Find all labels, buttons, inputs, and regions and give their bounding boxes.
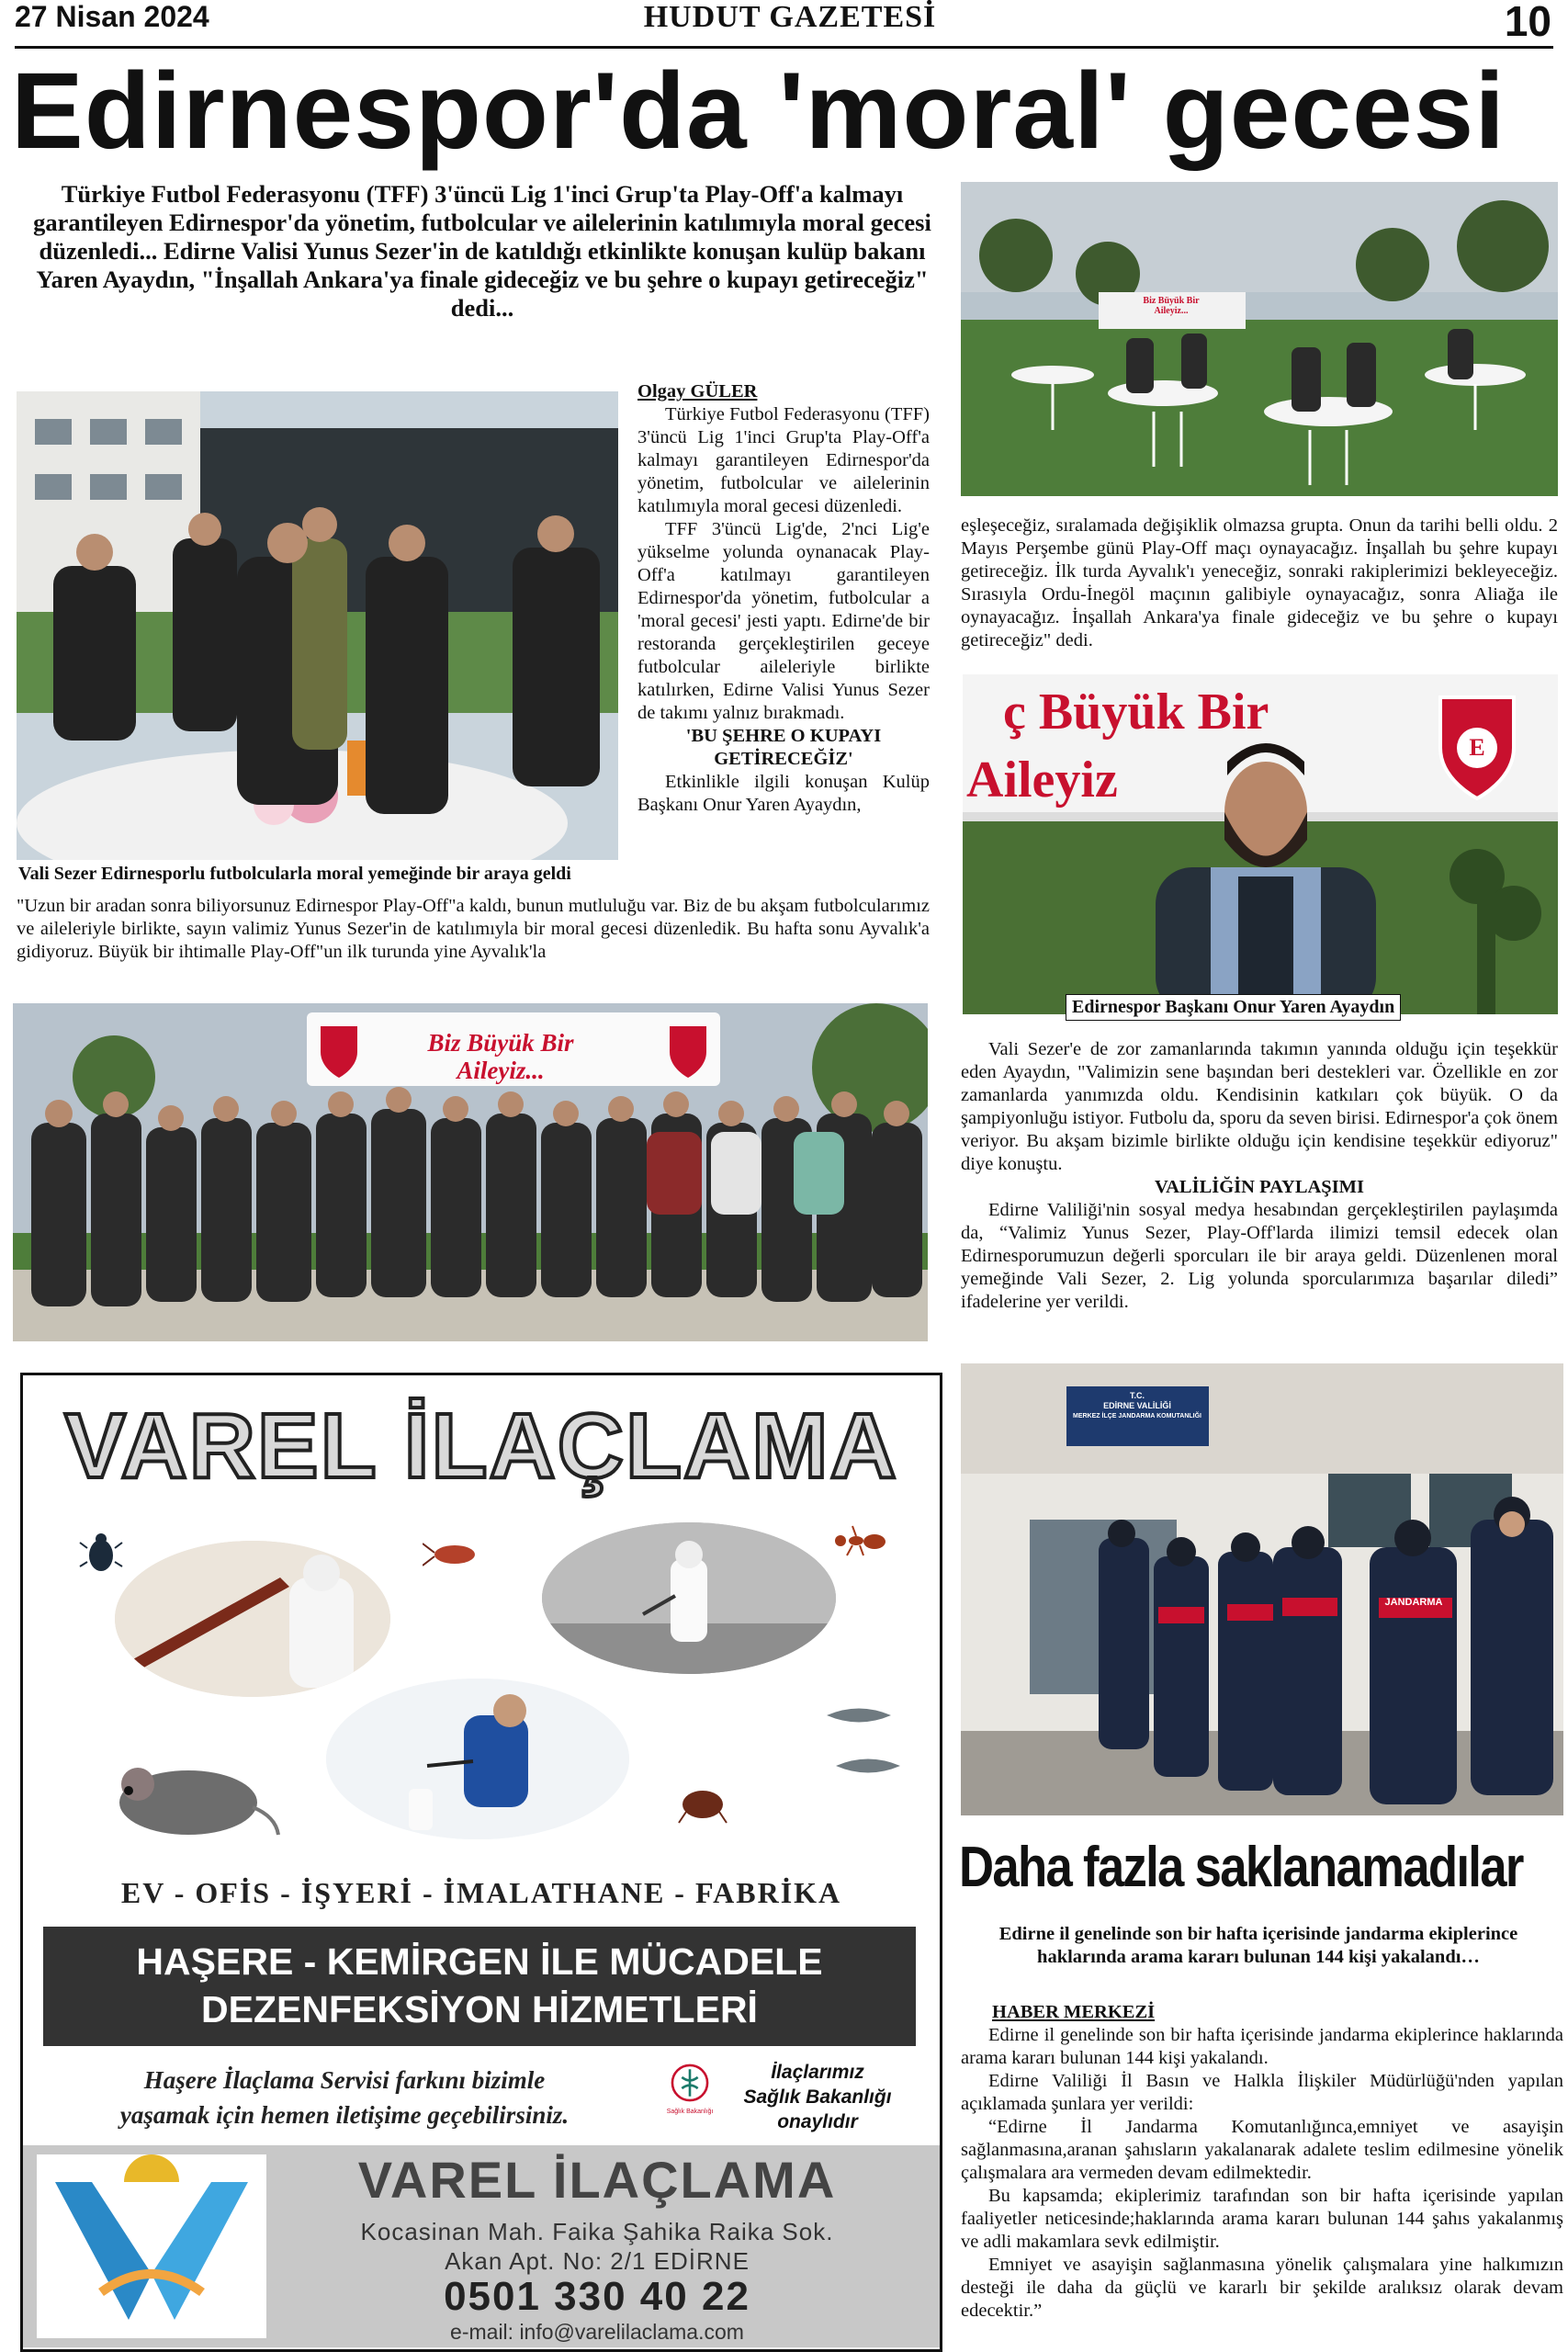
article1-headline: Edirnespor'da 'moral' gecesi — [11, 51, 1506, 172]
article2-p3: “Edirne İl Jandarma Komutanlığınca,emniyet ve asayişin sağlanmasına,aranan şahısların yakalanarak adalete teslim edilmesine yönelik çalışmalara ara vermeden devam edilmektedir. — [961, 2117, 1563, 2183]
silverfish-icon-2 — [831, 1752, 905, 1780]
ad-phone[interactable]: 0501 330 40 22 — [444, 2274, 750, 2319]
photo3-banner-text1: ç Büyük Bir — [1003, 684, 1269, 741]
ad-service-box — [43, 1927, 916, 2046]
photo2-banner — [1102, 296, 1240, 316]
article1-col-p2: TFF 3'üncü Lig'de, 2'nci Lig'e yükselme yolunda oynanacak Play-Off'a katılmayı garantileyen Edirnespor'da yönetim, futbolcular a 'moral gecesi' jesti yaptı. Edirne'de bir restoranda gerçekleştirilen geceye futbolcular aileleriyle birlikte katılırken, Edirne Valisi Yunus Sezer de takımı yalnız bırakmadı. — [637, 519, 930, 723]
article2-p1: Edirne il genelinde son bir hafta içerisinde jandarma ekiplerince haklarında arama kararı bulunan 144 kişi yakalandı. — [961, 2025, 1563, 2068]
ad-email[interactable]: e-mail: info@varelilaclama.com — [450, 2320, 744, 2344]
cockroach-icon — [423, 1536, 487, 1573]
article2-p5: Emniyet ve asayişin sağlanmasına yönelik çalışmalara yine halkımızın desteği ile daha da güçlü ve kararlı bir şekilde aralıksız olarak devam edecektir.” — [961, 2255, 1563, 2321]
article1-right-text1: eşleşeceğiz, sıralamada değişiklik olmazsa grupta. Onun da tarihi belli oldu. 2 Mayıs Perşembe günü Play-Off maçı oynayacağız. İnşallah bu şehre kupayı getireceğiz. İlk turda Ayvalık'ı yeneceğiz, sonraki rakiplerimizi bekleyeceğiz. Sırasıyla Ordu-İnegöl maçının galibiyle oynayacağız, sonra Aliağa ile oynayacağız. İnşallah Ankara'ya finale gideceğiz ve bu şehre o kupayı getireceğiz" dedi. — [961, 515, 1558, 650]
article1-middle-column — [637, 380, 930, 817]
article1-col-p1: Türkiye Futbol Federasyonu (TFF) 3'üncü Lig 1'inci Grup'ta Play-Off'a kalmayı garantileyen Edirnespor'da yönetim, futbolcular ve ailelerinin katılımıyla moral gecesi düzenledi. — [637, 404, 930, 516]
ad-bottom-title: VAREL İLAÇLAMA — [357, 2151, 837, 2209]
article2-p4: Bu kapsamda; ekiplerimiz tarafından son bir hafta içerisinde yapılan faaliyetler neticesinde;haklarında arama kararı bulunan 144 şahıs yakalanmış ve adli makamlara sevk edilmiştir. — [961, 2186, 1563, 2252]
article2-body — [961, 2001, 1563, 2323]
ad-box-line2: DEZENFEKSİYON HİZMETLERİ — [201, 1988, 758, 2030]
article1-lead: Türkiye Futbol Federasyonu (TFF) 3'üncü Lig 1'inci Grup'ta Play-Off'a kalmayı garantileyen Edirnespor'da yönetim, futbolcular ve ailelerinin katılımıyla moral gecesi düzenledi... Edirne Valisi Yunus Sezer'in de katıldığı etkinlikte konuşan kulüp bakanı Yaren Ayaydın, "İnşallah Ankara'ya finale gideceğiz ve bu şehre o kupayı getireceğiz" dedi... — [33, 180, 931, 322]
mouse-icon — [96, 1734, 280, 1844]
photo3-banner-text2: Aileyiz — [966, 752, 1118, 808]
sign-line1: T.C. — [1129, 1391, 1145, 1400]
ad-approval — [721, 2060, 914, 2134]
ad-address-line2: Akan Apt. No: 2/1 EDİRNE — [445, 2247, 750, 2275]
ant-icon — [827, 1522, 891, 1559]
photo4-banner-text1: Biz Büyük Bir — [427, 1029, 574, 1057]
article2-p2: Edirne Valiliği İl Basın ve Halkla İlişkiler Müdürlüğü'nden yapılan açıklamada şunlara yer verildi: — [961, 2071, 1563, 2114]
photo-gendarmerie — [961, 1363, 1563, 1815]
varel-ilaclama-ad — [20, 1373, 942, 2352]
vest-label: JANDARMA — [1384, 1597, 1443, 1608]
newspaper-name: HUDUT GAZETESİ — [643, 0, 937, 34]
caption-photo3: Edirnespor Başkanı Onur Yaren Ayaydın — [1066, 994, 1401, 1021]
issue-date: 27 Nisan 2024 — [15, 0, 209, 33]
ad-approval-line3: onaylıdır — [777, 2111, 858, 2132]
photo4-banner — [349, 1029, 652, 1084]
ad-slogan-line1: Haşere İlaçlama Servisi farkını bizimle — [143, 2066, 546, 2094]
article2-byline: HABER MERKEZİ — [992, 2002, 1156, 2022]
ad-address-line1: Kocasinan Mah. Faika Şahika Raika Sok. — [360, 2218, 834, 2245]
header-rule — [15, 46, 1553, 49]
sign-line2: EDİRNE VALİLİĞİ — [1103, 1401, 1171, 1410]
article1-right-col2 — [961, 1038, 1558, 1314]
ministry-logo-icon — [661, 2063, 718, 2127]
photo-governor-handshake — [17, 391, 618, 860]
article1-full-paragraph — [17, 895, 930, 964]
article1-col-p3: Etkinlikle ilgili konuşan Kulüp Başkanı Onur Yaren Ayaydın, — [637, 772, 930, 815]
ad-photo-stairs — [115, 1541, 390, 1697]
article1-right-para1 — [961, 514, 1558, 652]
page-number: 10 — [1504, 0, 1551, 45]
ad-contact-area — [23, 2145, 940, 2347]
sign-line3: MERKEZ İLÇE JANDARMA KOMUTANLIĞI — [1073, 1413, 1201, 1419]
ministry-logo-label: Sağlık Bakanlığı — [666, 2109, 714, 2115]
ad-photo-worker — [326, 1679, 629, 1839]
ad-slogan — [51, 2063, 638, 2132]
caption-photo1: Vali Sezer Edirnesporlu futbolcularla moral yemeğinde bir araya geldi — [18, 864, 571, 884]
gendarmerie-sign — [1068, 1391, 1206, 1421]
article2-headline: Daha fazla saklanamadılar — [959, 1836, 1523, 1899]
ad-photo-spray — [542, 1522, 836, 1674]
article1-right-text3: Edirne Valiliği'nin sosyal medya hesabından gerçekleştirilen paylaşımda da, “Valimiz Yunus Sezer, Play-Off'larda ilimizi temsil edecek olan Edirnesporumuzun değerli sporcuları ile bir araya geldi. Düzenlenen moral yemeğinde Vali Sezer, 2. Lig yolunda sporcularımıza başarılar diledi” ifadelerine yer verildi. — [961, 1200, 1558, 1312]
article1-byline: Olgay GÜLER — [637, 381, 758, 401]
photo2-banner-text2: Aileyiz... — [1154, 306, 1189, 316]
ad-approval-line2: Sağlık Bakanlığı — [743, 2086, 892, 2108]
ad-address — [289, 2217, 905, 2276]
ad-title: VAREL İLAÇLAMA — [64, 1395, 898, 1498]
article1-full-text: "Uzun bir aradan sonra biliyorsunuz Edirnespor Play-Off"a kaldı, bunun mutluluğu var. Biz de bu akşam futbolcularımız ve aileleriyle birlikte, sayın valimiz Yunus Sezer'in de katılımıyla bir moral gecesi düzenledik. Bu hafta sonu Ayvalık'a gidiyoruz. Büyük bir ihtimalle Play-Off"un ilk turunda yine Ayvalık'la — [17, 896, 930, 962]
article1-right-text2: Vali Sezer'e de zor zamanlarında takımın yanında olduğu için teşekkür eden Ayaydın, "Valimizin sene başından beri destekleri var. Özellikle en zor zamanlarda yanımızda oldu. Kendisinin katkıları çok büyük. O da şampiyonluğu istiyor. Futbolu da, sporu da seven birisi. Edirnespor'a çok önem veriyor. Bu akşam bizimle birlikte olduğu için kendisine teşekkür ediyoruz" diye konuştu. — [961, 1039, 1558, 1174]
svg-text:E: E — [1469, 734, 1485, 761]
photo-dinner-tables — [961, 182, 1558, 496]
photo2-banner-text1: Biz Büyük Bir — [1143, 296, 1200, 306]
beetle-icon — [78, 1530, 124, 1576]
article1-subhead2: VALİLİĞİN PAYLAŞIMI — [1154, 1177, 1365, 1197]
photo3-banner — [966, 678, 1407, 814]
article1-subhead1: 'BU ŞEHRE O KUPAYI GETİRECEĞİZ' — [685, 726, 882, 769]
flea-icon — [675, 1784, 730, 1826]
ad-slogan-line2: yaşamak için hemen iletişime geçebilirsiniz. — [119, 2101, 570, 2129]
ad-approval-line1: İlaçlarımız — [771, 2062, 864, 2083]
photo4-banner-text2: Aileyiz... — [457, 1057, 545, 1084]
ad-box-line1: HAŞERE - KEMİRGEN İLE MÜCADELE — [136, 1940, 823, 1983]
ad-services: EV - OFİS - İŞYERİ - İMALATHANE - FABRİKA — [120, 1876, 842, 1909]
article2-lead: Edirne il genelinde son bir hafta içerisinde jandarma ekiplerince haklarında arama kararı bulunan 144 kişi yakalandı… — [998, 1924, 1518, 1967]
varel-logo-icon — [37, 2154, 266, 2338]
silverfish-icon — [822, 1702, 896, 1729]
